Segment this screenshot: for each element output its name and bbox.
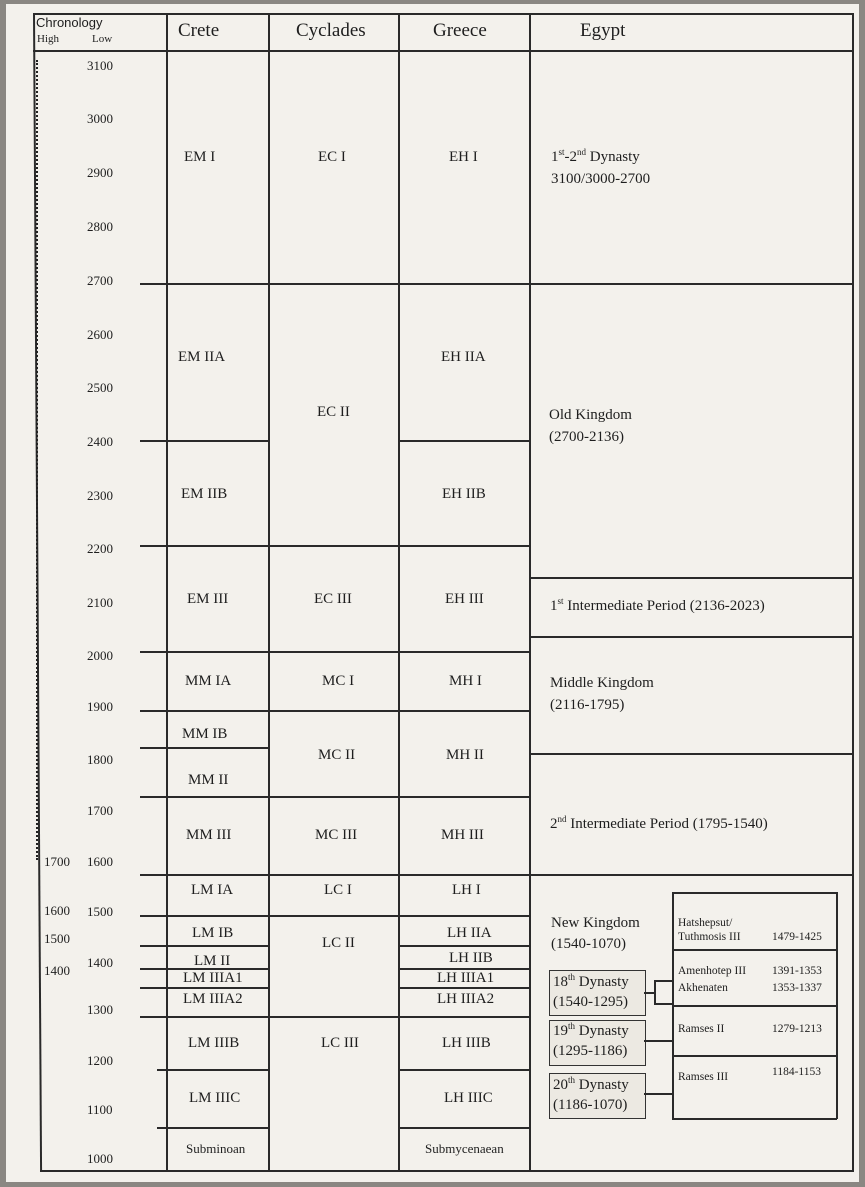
frame-top (33, 13, 853, 15)
low-year: 1600 (87, 854, 113, 869)
greece-period: LH IIB (449, 950, 493, 966)
cyclades-period: EC I (318, 149, 346, 165)
ruler-name: Tuthmosis III (678, 931, 741, 943)
cyclades-period: LC III (321, 1035, 359, 1051)
low-year: 2400 (87, 434, 113, 449)
low-year: 2800 (87, 219, 113, 234)
greece-period: EH IIB (442, 486, 486, 502)
greece-period: EH I (449, 149, 478, 165)
egypt-old-kingdom: Old Kingdom (549, 407, 632, 423)
col-divider-egypt (529, 13, 531, 1170)
egypt-first-intermediate: 1st Intermediate Period (2136-2023) (550, 596, 765, 614)
dynasty-18-dates: (1540-1295) (553, 994, 628, 1010)
low-year: 2700 (87, 273, 113, 288)
header-greece: Greece (433, 20, 487, 41)
header-egypt: Egypt (580, 20, 626, 41)
ruler-dates: 1391-1353 (772, 965, 822, 977)
crete-period: LM IIIA1 (183, 970, 243, 986)
low-year: 3100 (87, 58, 113, 73)
dynasty-19-label: 19th Dynasty (553, 1021, 629, 1039)
low-year: 2600 (87, 327, 113, 342)
ruler-name: Ramses III (678, 1071, 729, 1083)
high-year: 1500 (44, 931, 70, 946)
low-year: 1200 (87, 1053, 113, 1068)
high-label: High (37, 33, 59, 45)
crete-period: EM IIA (178, 349, 226, 365)
header-divider (33, 50, 853, 52)
col-divider-crete (166, 13, 168, 1170)
greece-period: Submycenaean (425, 1141, 504, 1156)
crete-period: LM IB (192, 925, 234, 941)
crete-period: EM III (187, 591, 229, 607)
crete-period: LM IIIC (189, 1090, 241, 1106)
ruler-dates: 1184-1153 (772, 1066, 821, 1078)
egypt-new-kingdom-dates: (1540-1070) (551, 936, 626, 952)
greece-period: MH II (446, 747, 484, 763)
greece-period: LH I (452, 882, 481, 898)
crete-period: MM IA (185, 673, 232, 689)
header-cyclades: Cyclades (296, 20, 366, 41)
crete-period: MM II (188, 772, 229, 788)
egypt-middle-kingdom: Middle Kingdom (550, 675, 654, 691)
cyclades-period: MC I (322, 673, 355, 689)
greece-period: EH IIA (441, 349, 486, 365)
ruler-name: Ramses II (678, 1023, 725, 1035)
ruler-name: Amenhotep III (678, 965, 747, 977)
dynasty-19-dates: (1295-1186) (553, 1043, 628, 1059)
crete-period: LM IA (191, 882, 234, 898)
low-year: 2900 (87, 165, 113, 180)
crete-period: Subminoan (186, 1141, 246, 1156)
greece-period: LH IIIC (444, 1090, 493, 1106)
chronology-label: Chronology (36, 15, 103, 30)
low-year: 1500 (87, 904, 113, 919)
ruler-name: Akhenaten (678, 982, 728, 994)
ruler-dates: 1479-1425 (772, 931, 822, 943)
cyclades-period: LC I (324, 882, 352, 898)
greece-period: MH III (441, 827, 484, 843)
cyclades-period: MC II (318, 747, 356, 763)
greece-period: MH I (449, 673, 482, 689)
ruler-name: Hatshepsut/ (678, 917, 733, 929)
low-year: 3000 (87, 111, 113, 126)
low-year: 1700 (87, 803, 113, 818)
frame-bottom (40, 1170, 853, 1172)
frame-right (852, 13, 854, 1172)
low-year: 1100 (87, 1102, 113, 1117)
high-year: 1600 (44, 903, 70, 918)
col-divider-greece (398, 13, 400, 1170)
ruler-dates: 1353-1337 (772, 982, 822, 994)
egypt-middle-kingdom-dates: (2116-1795) (550, 697, 625, 713)
greece-period: EH III (445, 591, 484, 607)
cyclades-period: MC III (315, 827, 358, 843)
crete-period: MM III (186, 827, 232, 843)
crete-period: LM IIIB (188, 1035, 240, 1051)
high-year: 1400 (44, 963, 70, 978)
crete-period: MM IB (182, 726, 228, 742)
low-year: 2300 (87, 488, 113, 503)
greece-period: LH IIIB (442, 1035, 491, 1051)
cyclades-period: EC III (314, 591, 352, 607)
cyclades-period: EC II (317, 404, 350, 420)
low-year: 2200 (87, 541, 113, 556)
low-year: 1000 (87, 1151, 113, 1166)
low-label: Low (92, 33, 113, 45)
cyclades-period: LC II (322, 935, 355, 951)
greece-period: LH IIA (447, 925, 492, 941)
egypt-second-intermediate: 2nd Intermediate Period (1795-1540) (550, 814, 768, 832)
egypt-new-kingdom: New Kingdom (551, 915, 640, 931)
low-year: 1300 (87, 1002, 113, 1017)
high-year: 1700 (44, 854, 70, 869)
ruler-dates: 1279-1213 (772, 1023, 822, 1035)
low-year: 1800 (87, 752, 113, 767)
col-divider-cyclades (268, 13, 270, 1170)
high-chronology-dotted-line (36, 60, 38, 860)
low-year: 2100 (87, 595, 113, 610)
crete-period: EM I (184, 149, 216, 165)
low-year: 1400 (87, 955, 113, 970)
greece-period: LH IIIA1 (437, 970, 495, 986)
crete-period: EM IIB (181, 486, 228, 502)
dynasty-20-dates: (1186-1070) (553, 1097, 628, 1113)
dynasty-18-label: 18th Dynasty (553, 972, 629, 990)
low-year: 2500 (87, 380, 113, 395)
crete-period: LM IIIA2 (183, 991, 243, 1007)
egypt-old-kingdom-dates: (2700-2136) (549, 429, 624, 445)
chronology-table: Chronology High Low Crete Cyclades Greece Egypt 3100 3000 2900 2800 2700 2600 2500 2400 2300 2200 2100 2000 1900 1800 1700 1600 1500 1400 1300 1200 1100 1000 1700 1600 1500 1400 EM I EM IIA EM IIB EM III MM IA MM IB MM II MM III LM IA LM IB LM II LM IIIA1 LM IIIA2 LM IIIB LM IIIC Subminoan EC I EC II EC III MC I MC II MC III LC I LC II LC III EH I EH IIA EH IIB EH III MH I MH II MH III LH I LH IIA LH IIB LH IIIA1 LH IIIA2 LH IIIB LH IIIC Submycenaean 1st-2nd Dynasty 3100/3000-2700 Old Kingdom (2700-2136) 1st Intermediate Period (2136-2023) Middle Kingdom (2116-1795) 2nd Intermediate Period (1795-1540) New Kingdom (1540-1070) 18th Dynasty (1540-1295) 19th Dynasty (1295-1186) 20th Dynasty (1186-1070) Hatshepsut/ Tuthmosis III 1479-1425 Amenhotep III 1391-1353 Akhenaten 1353-1337 Ramses II 1279-1213 Ramses III 1184-1153 (0, 0, 865, 1187)
low-year: 2000 (87, 648, 113, 663)
greece-period: LH IIIA2 (437, 991, 495, 1007)
dynasty-20-label: 20th Dynasty (553, 1075, 629, 1093)
header-crete: Crete (178, 20, 220, 41)
low-year: 1900 (87, 699, 113, 714)
crete-period: LM II (194, 953, 231, 969)
